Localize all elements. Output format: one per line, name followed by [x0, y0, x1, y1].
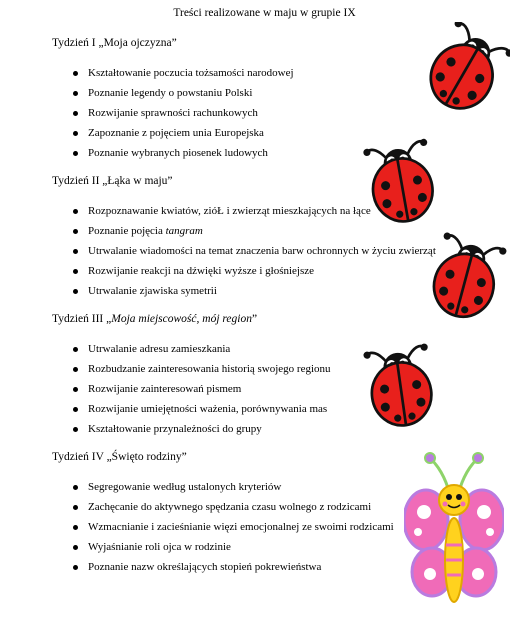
week-1-list — [52, 63, 294, 163]
week-4-heading — [52, 451, 187, 463]
week-4-theme: „Święto rodziny” — [106, 451, 187, 463]
week-3-label: Tydzień III — [52, 313, 104, 325]
list-item: Kształtowanie poczucia tożsamości narodowej — [52, 63, 294, 83]
butterfly-icon — [404, 450, 504, 616]
list-item: Kształtowanie przynależności do grupy — [52, 419, 331, 439]
list-item: Wzmacnianie i zacieśnianie więzi emocjonalnej ze swoimi rodzicami — [52, 517, 394, 537]
week-2-theme: „Łąka w maju” — [102, 175, 173, 187]
week-2-label: Tydzień II — [52, 175, 100, 187]
ladybug-icon — [420, 224, 510, 329]
list-item: Zachęcanie do aktywnego spędzania czasu wolnego z rodzicami — [52, 497, 394, 517]
list-item: Utrwalanie zjawiska symetrii — [52, 281, 436, 301]
week-2-heading — [52, 175, 173, 187]
list-item-italic-term: tangram — [165, 225, 203, 237]
week-3-list — [52, 339, 331, 439]
list-item: Rozbudzanie zainteresowania historią swojego regionu — [52, 359, 331, 379]
list-item: Rozwijanie umiejętności ważenia, porównywania mas — [52, 399, 331, 419]
list-item: Rozwijanie zainteresowań pismem — [52, 379, 331, 399]
list-item: Rozpoznawanie kwiatów, zióŁ i zwierząt mieszkających na łące — [52, 201, 436, 221]
list-item: Utrwalanie adresu zamieszkania — [52, 339, 331, 359]
week-1-heading — [52, 37, 177, 49]
list-item: Poznanie wybranych piosenek ludowych — [52, 143, 294, 163]
week-3-theme: „Moja miejscowość, mój region” — [106, 313, 258, 325]
list-item: Rozwijanie reakcji na dźwięki wyższe i głośniejsze — [52, 261, 436, 281]
ladybug-icon — [357, 133, 447, 229]
list-item: Rozwijanie sprawności rachunkowych — [52, 103, 294, 123]
list-item: Wyjaśnianie roli ojca w rodzinie — [52, 537, 394, 557]
list-item: Utrwalanie wiadomości na temat znaczenia barw ochronnych w życiu zwierząt — [52, 241, 436, 261]
week-1-label: Tydzień I — [52, 37, 96, 49]
week-3-heading — [52, 313, 257, 325]
list-item: Segregowanie według ustalonych kryteriów — [52, 477, 394, 497]
list-item: Poznanie nazw określających stopień pokrewieństwa — [52, 557, 394, 577]
week-4-list — [52, 477, 394, 577]
list-item-text: Poznanie pojęcia — [88, 225, 163, 237]
ladybug-icon — [356, 336, 446, 434]
week-4-label: Tydzień IV — [52, 451, 104, 463]
ladybug-icon — [418, 22, 510, 114]
list-item: Zapoznanie z pojęciem unia Europejska — [52, 123, 294, 143]
list-item: Poznanie legendy o powstaniu Polski — [52, 83, 294, 103]
week-1-theme: „Moja ojczyzna” — [98, 37, 177, 49]
document-title: Treści realizowane w maju w grupie IX — [173, 7, 356, 19]
